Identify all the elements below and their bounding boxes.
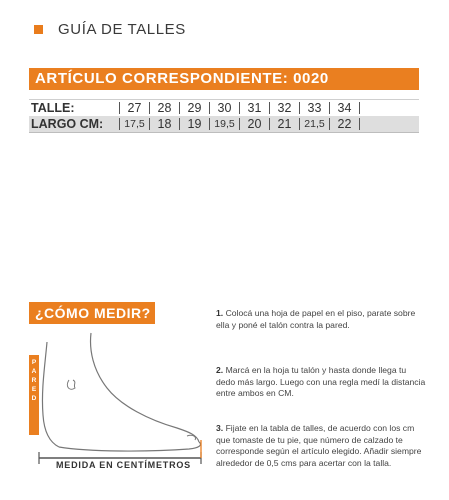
step-text: Marcá en la hoja tu talón y hasta donde llega tu dedo más largo. Luego con una regla medí la distancia entre ambos en CM.: [216, 365, 426, 398]
talle-cell: 33: [299, 102, 329, 114]
wall-letter: P: [31, 359, 37, 366]
wall-letter: A: [31, 368, 37, 375]
cell-divider: [359, 102, 376, 114]
page-title: GUÍA DE TALLES: [58, 21, 186, 38]
largo-cell: 20: [239, 118, 269, 130]
foot-heel-line: [42, 342, 59, 447]
largo-cell: 19: [179, 118, 209, 130]
foot-instep-line: [91, 333, 199, 442]
largo-cell: 21: [269, 118, 299, 130]
size-row-largo: [29, 116, 419, 132]
step-2: [216, 365, 426, 400]
wall-letter: D: [31, 395, 37, 402]
row-label-largo: LARGO CM:: [31, 117, 104, 131]
foot-illustration: [29, 330, 209, 470]
header-accent-square: [34, 25, 43, 34]
talle-cell: 32: [269, 102, 299, 114]
largo-cell: 18: [149, 118, 179, 130]
ankle-bone-line: [67, 380, 75, 389]
largo-cell: 17,5: [119, 118, 149, 130]
talle-cell: 29: [179, 102, 209, 114]
largo-cell: 19,5: [209, 118, 239, 130]
toe-nail-line: [187, 435, 196, 440]
how-to-measure-banner: ¿CÓMO MEDIR?: [29, 302, 155, 324]
step-text: Colocá una hoja de papel en el piso, parate sobre ella y poné el talón contra la pared.: [216, 308, 416, 330]
table-bottom-divider: [29, 132, 419, 133]
talle-cell: 28: [149, 102, 179, 114]
size-row-talle: [29, 100, 419, 116]
size-table: [29, 100, 419, 132]
talle-cell: 31: [239, 102, 269, 114]
step-3: [216, 423, 426, 469]
article-banner: ARTÍCULO CORRESPONDIENTE: 0020: [29, 68, 419, 90]
largo-cell: 21,5: [299, 118, 329, 130]
step-number: 3.: [216, 423, 224, 433]
foot-sole-line: [59, 442, 201, 451]
talle-cell: 30: [209, 102, 239, 114]
measure-label: MEDIDA EN CENTÍMETROS: [56, 460, 191, 470]
largo-cell: 22: [329, 118, 359, 130]
step-number: 2.: [216, 365, 224, 375]
step-1: [216, 308, 426, 331]
step-number: 1.: [216, 308, 224, 318]
cell-divider: [359, 118, 376, 130]
wall-letter: E: [31, 386, 37, 393]
wall-letter: R: [31, 377, 37, 384]
talle-cell: 34: [329, 102, 359, 114]
row-label-talle: TALLE:: [31, 101, 75, 115]
step-text: Fijate en la tabla de talles, de acuerdo con los cm que tomaste de tu pie, que número de calzado te corresponde según el artículo elegido. Añadir siempre alrededor de 0,5 cms para acertar con la talla.: [216, 423, 422, 468]
talle-cell: 27: [119, 102, 149, 114]
